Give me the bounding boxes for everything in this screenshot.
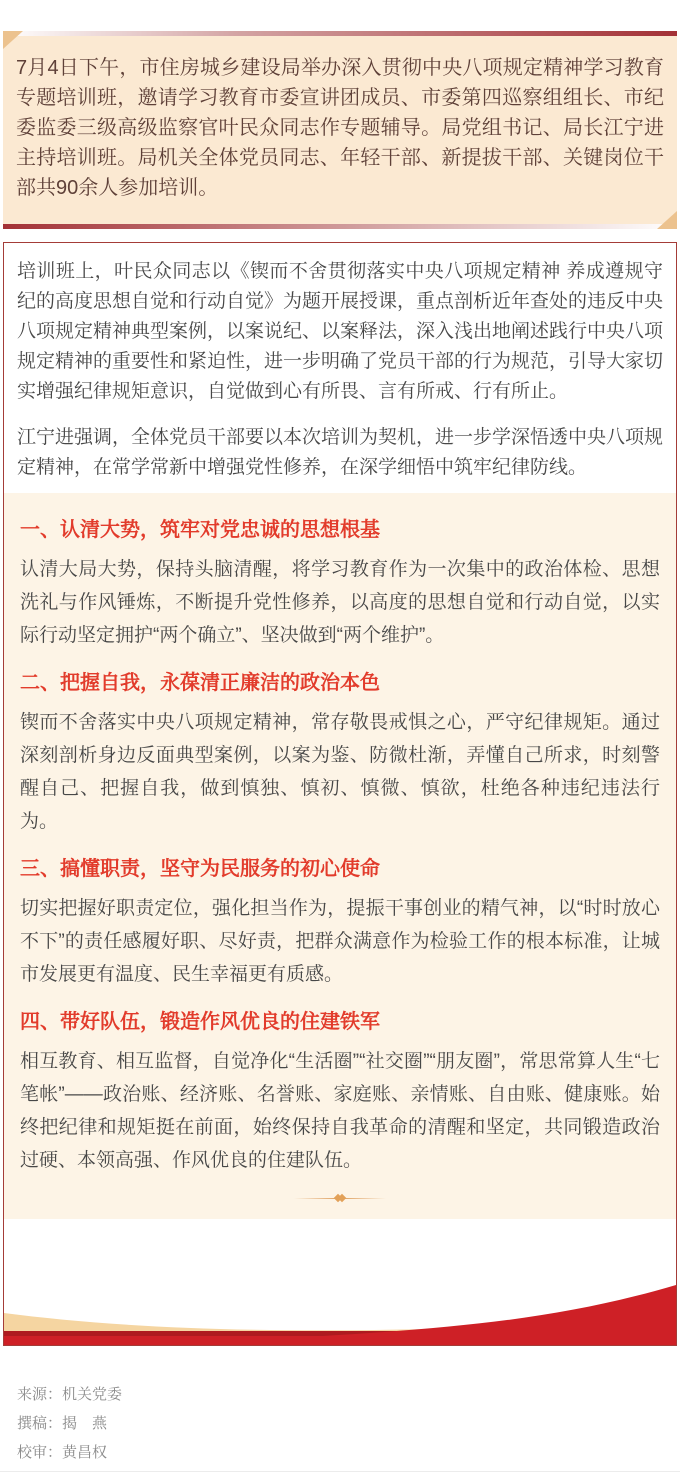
- credit-writer: 撰稿：揭 燕: [17, 1415, 108, 1432]
- credits-block: [17, 1380, 680, 1467]
- section-1: [20, 519, 660, 652]
- wave-decoration: [4, 1219, 676, 1345]
- section-2-heading: 二、把握自我，永葆清正廉洁的政治本色: [20, 672, 380, 694]
- banner-bottom-gradient-bar: [3, 224, 677, 229]
- section-1-heading: 一、认清大势，筑牢对党忠诚的思想根基: [20, 519, 380, 541]
- section-3-heading: 三、搞懂职责，坚守为民服务的初心使命: [20, 858, 380, 880]
- intro-banner: [3, 31, 677, 229]
- section-4-body: 相互教育、相互监督，自觉净化“生活圈”“社交圈”“朋友圈”，常思常算人生“七笔帐”——政治账、经济账、名誉账、家庭账、亲情账、自由账、健康账。始终把纪律和规矩挺在前面，始终保持自我革命的清醒和坚定，共同锻造政治过硬、本领高强、作风优良的住建队伍。: [20, 1051, 660, 1171]
- article-card: [3, 242, 677, 1346]
- intro-banner-text: 7月4日下午，市住房城乡建设局举办深入贯彻中央八项规定精神学习教育专题培训班，邀请学习教育市委宣讲团成员、市委第四巡察组组长、市纪委监委三级高级监察官叶民众同志作专题辅导。局党组书记、局长江宁进主持培训班。局机关全体党员同志、年轻干部、新提拔干部、关键岗位干部共90余人参加培训。: [16, 57, 664, 199]
- section-1-body: 认清大局大势，保持头脑清醒，将学习教育作为一次集中的政治体检、思想洗礼与作风锤炼，不断提升党性修养，以高度的思想自觉和行动自觉，以实际行动坚定拥护“两个确立”、坚决做到“两个维护”。: [20, 559, 660, 646]
- article-paragraph: 培训班上，叶民众同志以《锲而不舍贯彻落实中央八项规定精神 养成遵规守纪的高度思想自觉和行动自觉》为题开展授课，重点剖析近年查处的违反中央八项规定精神典型案例，以案说纪、以案释法，深入浅出地阐述践行中央八项规定精神的重要性和紧迫性，进一步明确了党员干部的行为规范，引导大家切实增强纪律规矩意识，自觉做到心有所畏、言有所戒、行有所止。: [17, 261, 664, 402]
- key-points-panel: [4, 493, 676, 1219]
- section-2-body: 锲而不舍落实中央八项规定精神，常存敬畏戒惧之心，严守纪律规矩。通过深刻剖析身边反面典型案例，以案为鉴、防微杜渐，弄懂自己所求，时刻警醒自己、把握自我，做到慎独、慎初、慎微、慎欲，杜绝各种违纪违法行为。: [20, 712, 660, 832]
- divider-line-right: [344, 1198, 386, 1199]
- credit-reviewer: 校审：黄昌权: [17, 1444, 108, 1461]
- section-divider-ornament-icon: [20, 1193, 660, 1203]
- corner-triangle-top-left: [3, 31, 23, 49]
- divider-line-left: [294, 1198, 336, 1199]
- article-card-body: [4, 243, 676, 483]
- section-4: [20, 1011, 660, 1177]
- corner-triangle-bottom-right: [657, 211, 677, 229]
- section-3: [20, 858, 660, 991]
- section-3-body: 切实把握好职责定位，强化担当作为，提振干事创业的精气神，以“时时放心不下”的责任感履好职、尽好责，把群众满意作为检验工作的根本标准，让城市发展更有温度、民生幸福更有质感。: [20, 898, 660, 985]
- section-2: [20, 672, 660, 838]
- article-paragraph: 江宁进强调，全体党员干部要以本次培训为契机，进一步学深悟透中央八项规定精神，在常学常新中增强党性修养，在深学细悟中筑牢纪律防线。: [17, 427, 664, 478]
- article-page: [0, 31, 680, 1472]
- section-4-heading: 四、带好队伍，锻造作风优良的住建铁军: [20, 1011, 380, 1033]
- credit-source: 来源：机关党委: [17, 1386, 123, 1403]
